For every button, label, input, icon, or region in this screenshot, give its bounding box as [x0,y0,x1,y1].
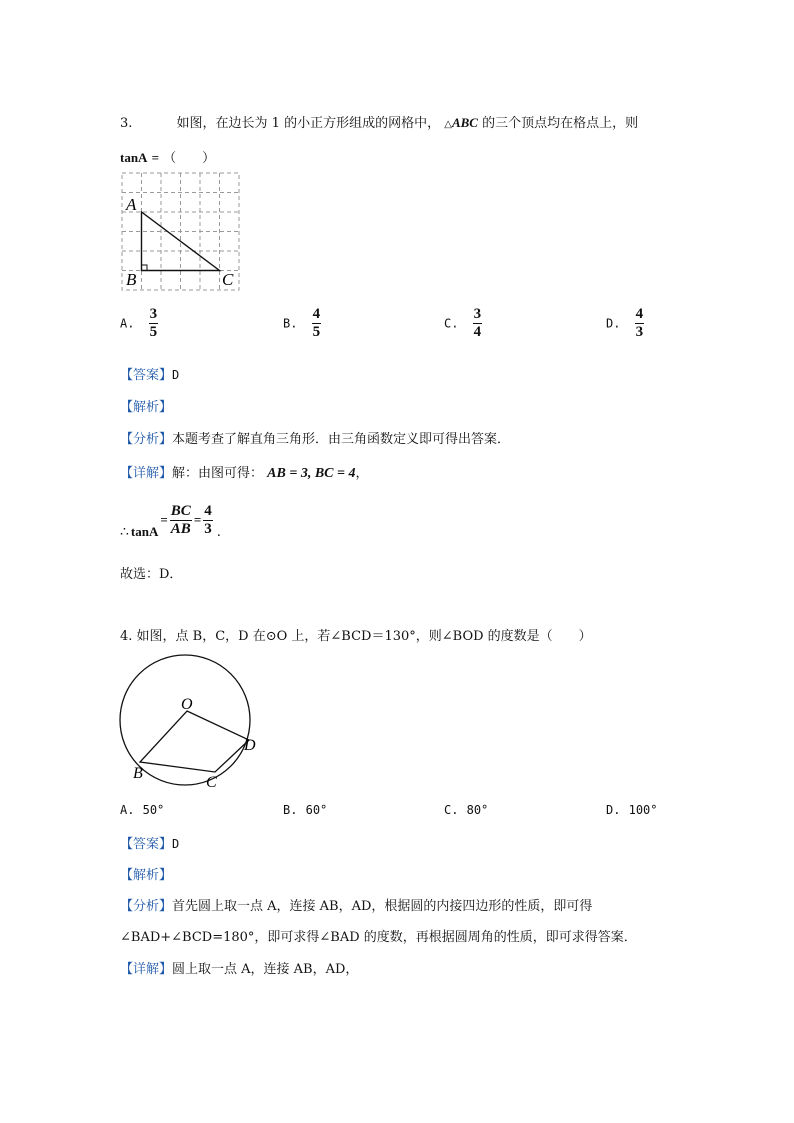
triangle-symbol: △ [444,119,452,130]
fenxi-tag: 【分析】 [120,899,173,914]
option-letter: A. [120,803,135,817]
label-a: A [126,195,137,214]
option-value: 80° [466,803,489,817]
calc-period: . [216,524,221,540]
q3-conclusion: 故选：D． [120,567,183,582]
xiangjie-text: 圆上取一点 A，连接 AB，AD， [172,962,359,977]
answer-tag: 【答案】 [120,837,173,852]
label-d: D [244,737,256,754]
q4-option-a[interactable] [120,803,164,818]
q3-grid-figure [112,168,247,293]
xiangjie-tag: 【详解】 [120,466,173,481]
q3-option-d[interactable] [606,306,644,341]
triangle-abc [142,212,220,271]
q3-option-a[interactable] [120,306,158,341]
q3-stem-part2: 的三个顶点均在格点上，则 [482,116,639,131]
given-comma: ， [355,466,369,481]
option-value: 100° [628,803,658,817]
label-b: B [126,270,137,289]
q3-answer-paren: （ ） [163,151,216,166]
q3-calculation [120,500,221,540]
label-b: B [133,765,143,782]
q3-number: 3. [120,116,133,131]
q3-stem-part1: 如图，在边长为 1 的小正方形组成的网格中， [176,116,441,131]
q3-analysis-tag: 【解析】 [120,400,173,415]
calc-ratio: $\frac{BC}{AB}$ [170,502,191,537]
quadrilateral-obcd [140,711,249,772]
therefore-symbol: ∴ [120,524,129,540]
calc-eq2: = [193,512,202,527]
q4-option-c[interactable] [444,803,488,818]
q3-option-b[interactable] [283,306,321,341]
q4-circle-figure [110,648,270,796]
fenxi-line1: 首先圆上取一点 A，连接 AB，AD，根据圆的内接四边形的性质，即可得 [172,899,593,914]
option-letter: C. [444,316,459,331]
q3-option-c[interactable] [444,306,482,341]
option-value: 50° [142,803,165,817]
q4-analysis-tag: 【解析】 [120,868,173,883]
answer-value: D [172,368,180,382]
q4-fenxi-line2: ∠BAD+∠BCD=180°，即可求得∠BAD 的度数，再根据圆周角的性质，即可求得答案． [120,930,637,945]
q3-equals: = [151,150,160,165]
option-fraction: $\frac{3}{4}$ [473,306,482,340]
q4-answer [120,833,179,852]
option-letter: D. [606,316,621,331]
option-fraction: $\frac{4}{3}$ [635,306,644,340]
fenxi-tag: 【分析】 [120,432,173,447]
option-letter: A. [120,316,135,331]
right-angle-mark [142,265,148,271]
q3-xiangjie [120,462,369,482]
q3-tan-expression: tanA [120,150,148,165]
xiangjie-text: 解：由图可得： [172,466,264,481]
option-letter: B. [283,803,298,817]
option-value: 60° [305,803,328,817]
calc-result: $\frac{4}{3}$ [204,502,212,537]
option-letter: C. [444,803,459,817]
option-letter: D. [606,803,621,817]
calc-tan: tanA [130,524,159,539]
option-fraction: $\frac{4}{5}$ [312,306,321,340]
answer-tag: 【答案】 [120,368,173,383]
q4-option-d[interactable] [606,803,658,818]
q4-option-b[interactable] [283,803,327,818]
option-fraction: $\frac{3}{5}$ [149,306,158,340]
option-letter: B. [283,316,298,331]
q4-xiangjie [120,958,358,977]
label-c: C [206,774,217,791]
q4-stem: 4. 如图，点 B，C，D 在⊙O 上，若∠BCD＝130°，则∠BOD 的度数是（ ） [120,629,592,644]
given-values: AB = 3, BC = 4 [267,466,356,481]
q3-stem-line2 [120,147,215,166]
fenxi-text: 本题考查了解直角三角形．由三角函数定义即可得出答案． [172,432,511,447]
label-c: C [222,270,234,289]
label-o: O [181,696,193,713]
q3-answer [120,364,179,383]
q3-fenxi [120,428,510,447]
calc-eq1: = [160,512,168,527]
q4-fenxi [120,895,592,914]
q3-stem [120,112,638,131]
xiangjie-tag: 【详解】 [120,962,173,977]
q3-triangle-name: ABC [451,115,478,130]
answer-value: D [172,837,180,851]
